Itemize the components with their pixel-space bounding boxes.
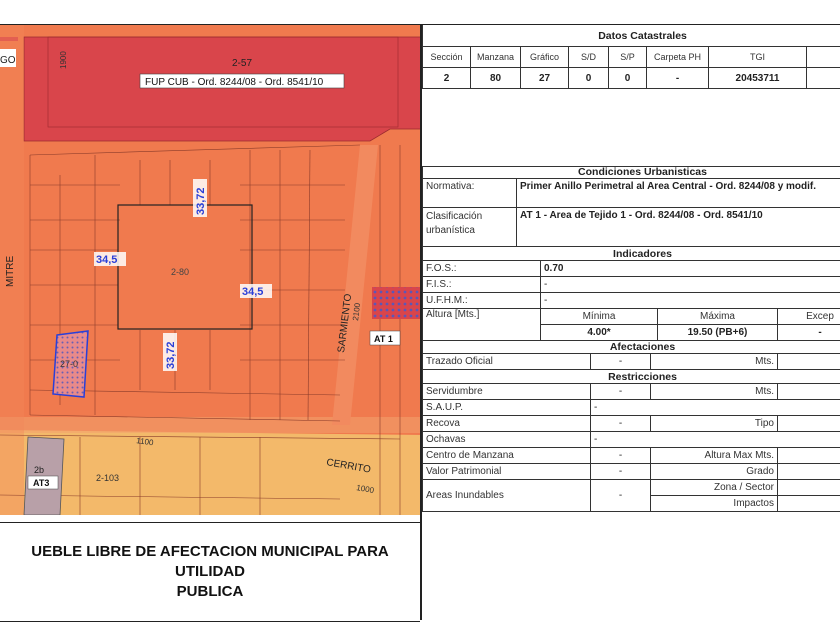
catastro-title: Datos Catastrales: [423, 25, 840, 47]
notice-line-2: PUBLICA: [176, 583, 244, 600]
afectaciones-title: Afectaciones: [423, 341, 840, 354]
servidumbre-value: -: [591, 384, 651, 400]
condiciones-title: Condiciones Urbanisticas: [423, 167, 840, 179]
fis-value: -: [541, 277, 840, 293]
normativa-label: Normativa:: [423, 179, 517, 208]
val-tgi: 20453711: [709, 68, 807, 89]
clasificacion-label: Clasificación urbanística: [423, 208, 517, 247]
dim-bottom: 33,72: [165, 341, 177, 369]
street-num-1100: 1100: [135, 436, 155, 448]
areas-label: Areas Inundables: [423, 480, 591, 512]
urban-conditions-table: [422, 166, 840, 341]
saup-value: -: [591, 400, 840, 416]
street-cerrito-label: CERRITO: [325, 457, 372, 476]
fos-label: F.O.S.:: [423, 261, 541, 277]
fis-label: F.I.S.:: [423, 277, 541, 293]
normativa-value: Primer Anillo Perimetral al Area Central - Ord. 8244/08 y modif.: [517, 179, 840, 208]
label-2-103: 2-103: [96, 473, 120, 483]
servidumbre-mts-label: Mts.: [651, 384, 778, 400]
val-sd: 0: [569, 68, 609, 89]
dim-top: 33,72: [195, 187, 207, 215]
val-sp: 0: [609, 68, 647, 89]
hdr-seccion: Sección: [423, 47, 471, 68]
val-carpeta: -: [647, 68, 709, 89]
restrictions-table: [422, 340, 840, 512]
val-grafico: 27: [521, 68, 569, 89]
valor-label: Valor Patrimonial: [423, 464, 591, 480]
hdr-carpeta: Carpeta PH: [647, 47, 709, 68]
street-sarmiento-label: SARMIENTO: [336, 293, 355, 354]
servidumbre-label: Servidumbre: [423, 384, 591, 400]
zoning-map-drawing: [0, 25, 422, 515]
trazado-label: Trazado Oficial: [423, 354, 591, 370]
trazado-value: -: [591, 354, 651, 370]
hdr-sp: S/P: [609, 47, 647, 68]
hdr-grafico: Gráfico: [521, 47, 569, 68]
maxima-label: Máxima: [658, 309, 778, 325]
excep-value: -: [778, 325, 840, 341]
street-sarmiento-num: 2100: [351, 302, 363, 322]
at1-hatched-area: [372, 287, 422, 319]
ochavas-label: Ochavas: [423, 432, 591, 448]
street-cerrito: [0, 417, 422, 433]
label-fup: FUP CUB - Ord. 8244/08 - Ord. 8541/10: [145, 77, 324, 88]
hdr-manzana: Manzana: [471, 47, 521, 68]
street-go: GO: [0, 55, 16, 66]
label-at3: AT3: [33, 478, 50, 488]
label-at1: AT 1: [374, 334, 393, 344]
grado-label: Grado: [651, 464, 778, 480]
zona-label: Zona / Sector: [651, 480, 778, 496]
cadastral-panel: [422, 24, 840, 573]
street-mitre: MITRE: [5, 255, 16, 287]
dim-left: 34,5: [96, 254, 118, 266]
street-cerrito-num: 1000: [355, 483, 375, 496]
street-num-1900: 1900: [59, 51, 68, 69]
minima-label: Mínima: [541, 309, 658, 325]
excep-label: Excep: [778, 309, 840, 325]
ufhm-value: -: [541, 293, 840, 309]
dim-right: 34,5: [242, 286, 264, 298]
zoning-map[interactable]: [0, 24, 422, 515]
indicadores-title: Indicadores: [423, 247, 840, 261]
label-2-80: 2-80: [171, 267, 190, 277]
altura-label: Altura [Mts.]: [423, 309, 541, 341]
clasificacion-value: AT 1 - Area de Tejido 1 - Ord. 8244/08 - Ord. 8541/10: [517, 208, 840, 247]
label-27-0: 27-0: [60, 359, 79, 369]
recova-tipo-label: Tipo: [651, 416, 778, 432]
minima-value: 4.00*: [541, 325, 658, 341]
impactos-label: Impactos: [651, 496, 778, 512]
centro-value: -: [591, 448, 651, 464]
restricciones-title: Restricciones: [423, 370, 840, 384]
recova-label: Recova: [423, 416, 591, 432]
fos-value: 0.70: [541, 261, 840, 277]
hdr-sd: S/D: [569, 47, 609, 68]
ufhm-label: U.F.H.M.:: [423, 293, 541, 309]
val-manzana: 80: [471, 68, 521, 89]
altura-max-label: Altura Max Mts.: [651, 448, 778, 464]
zone-red-block: [24, 37, 422, 141]
notice-box: [0, 522, 420, 622]
valor-value: -: [591, 464, 651, 480]
label-2b: 2b: [34, 465, 45, 475]
notice-line-1: UEBLE LIBRE DE AFECTACION MUNICIPAL PARA UTILIDAD: [31, 543, 389, 580]
val-seccion: 2: [423, 68, 471, 89]
trazado-mts-label: Mts.: [651, 354, 778, 370]
hdr-tgi: TGI: [709, 47, 807, 68]
saup-label: S.A.U.P.: [423, 400, 591, 416]
label-2-57: 2-57: [232, 58, 253, 69]
ochavas-value: -: [591, 432, 840, 448]
recova-value: -: [591, 416, 651, 432]
val-extra: [807, 68, 840, 89]
areas-value: -: [591, 480, 651, 512]
hdr-extra: [807, 47, 840, 68]
maxima-value: 19.50 (PB+6): [658, 325, 778, 341]
centro-label: Centro de Manzana: [423, 448, 591, 464]
cadastral-table: [422, 25, 840, 167]
